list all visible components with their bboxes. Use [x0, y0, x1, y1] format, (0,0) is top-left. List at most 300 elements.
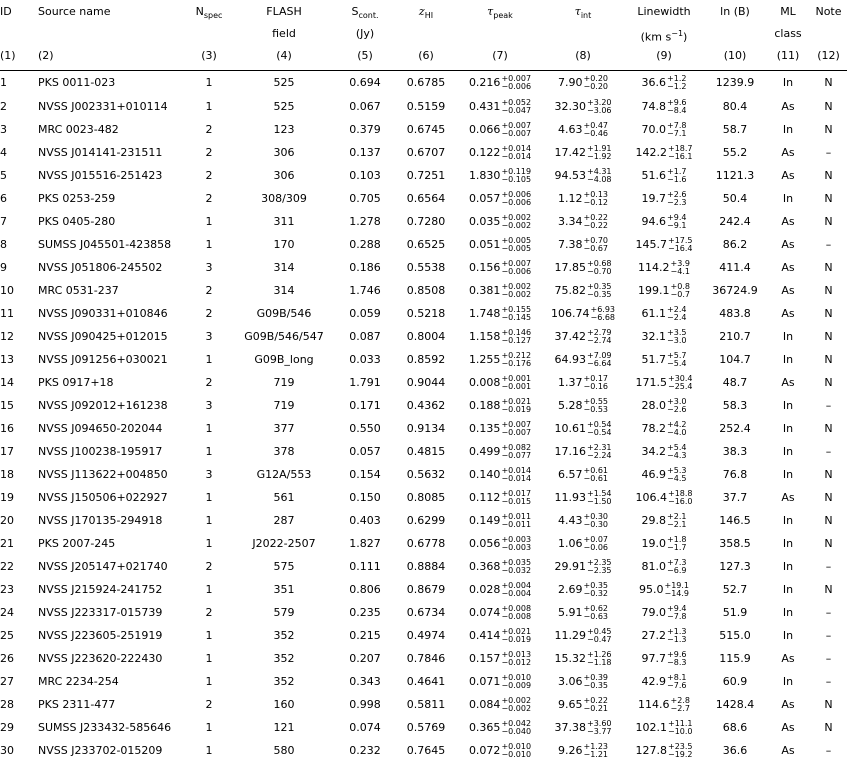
lower-error: −19.2	[668, 751, 693, 759]
lower-error: −7.8	[667, 613, 686, 621]
cell-scont: 0.379	[336, 118, 394, 141]
value: 3.34	[558, 215, 583, 228]
upper-error: +7.8	[667, 122, 686, 130]
cell-zhi: 0.8085	[394, 486, 458, 509]
upper-error: +3.20	[587, 99, 612, 107]
cell-id: 29	[0, 716, 38, 739]
uncertainty	[590, 306, 615, 322]
value: 1.255	[469, 353, 501, 366]
lower-error: −4.0	[667, 429, 686, 437]
cell-ml-class: As	[766, 164, 810, 187]
cell-lnb: 104.7	[704, 348, 766, 371]
value: 0.028	[469, 583, 501, 596]
lower-error: −0.077	[501, 452, 531, 460]
col-linewidth-header-2: (km $s^{-1}$)	[624, 28, 704, 48]
cell-zhi: 0.6707	[394, 141, 458, 164]
cell-source-name: NVSS J223605-251919	[38, 624, 186, 647]
upper-error: +0.61	[583, 467, 608, 475]
cell-nspec: 3	[186, 325, 232, 348]
cell-lnb: 483.8	[704, 302, 766, 325]
table-row	[0, 578, 847, 601]
value: 4.43	[558, 514, 583, 527]
cell-linewidth	[624, 486, 704, 509]
cell-flash-field: 561	[232, 486, 336, 509]
lower-error: −0.12	[583, 199, 608, 207]
cell-id: 16	[0, 417, 38, 440]
cell-id: 4	[0, 141, 38, 164]
cell-scont: 0.806	[336, 578, 394, 601]
lower-error: −1.92	[587, 153, 612, 161]
col-num-7: (7)	[458, 48, 542, 71]
upper-error: +2.4	[667, 306, 686, 314]
uncertainty	[587, 145, 612, 161]
cell-scont: 0.087	[336, 325, 394, 348]
cell-linewidth	[624, 716, 704, 739]
cell-lnb: 76.8	[704, 463, 766, 486]
cell-flash-field: 575	[232, 555, 336, 578]
uncertainty	[583, 605, 608, 621]
uncertainty	[583, 398, 608, 414]
cell-lnb: 252.4	[704, 417, 766, 440]
uncertainty	[501, 513, 531, 529]
value: 1.158	[469, 330, 501, 343]
cell-ml-class: As	[766, 371, 810, 394]
upper-error: +7.09	[587, 352, 612, 360]
cell-source-name: NVSS J092012+161238	[38, 394, 186, 417]
cell-zhi: 0.7251	[394, 164, 458, 187]
cell-note: N	[810, 348, 847, 371]
upper-error: +17.5	[668, 237, 693, 245]
lower-error: −1.21	[583, 751, 608, 759]
uncertainty	[501, 651, 531, 667]
cell-note: N	[810, 693, 847, 716]
cell-nspec: 1	[186, 739, 232, 762]
value: 0.157	[469, 652, 501, 665]
cell-flash-field: G09B_long	[232, 348, 336, 371]
upper-error: +0.014	[501, 467, 531, 475]
cell-taupeak	[458, 187, 542, 210]
lower-error: −0.014	[501, 153, 531, 161]
upper-error: +0.119	[501, 168, 531, 176]
value: 36.6	[642, 76, 667, 89]
value: 0.140	[469, 468, 501, 481]
upper-error: +1.91	[587, 145, 612, 153]
cell-ml-class: In	[766, 417, 810, 440]
cell-source-name: MRC 2234-254	[38, 670, 186, 693]
cell-source-name: NVSS J091256+030021	[38, 348, 186, 371]
cell-zhi: 0.8679	[394, 578, 458, 601]
cell-zhi: 0.5769	[394, 716, 458, 739]
table-row	[0, 693, 847, 716]
cell-flash-field: G09B/546	[232, 302, 336, 325]
cell-id: 7	[0, 210, 38, 233]
uncertainty	[667, 628, 686, 644]
uncertainty	[667, 605, 686, 621]
uncertainty	[671, 260, 690, 276]
cell-linewidth	[624, 164, 704, 187]
uncertainty	[583, 237, 608, 253]
upper-error: +0.003	[501, 536, 531, 544]
uncertainty	[501, 329, 531, 345]
cell-nspec: 1	[186, 417, 232, 440]
value: 0.381	[469, 284, 501, 297]
cell-tauint	[542, 302, 624, 325]
col-source-header: Source name	[38, 3, 186, 28]
uncertainty	[587, 260, 612, 276]
lower-error: −0.47	[587, 636, 612, 644]
uncertainty	[583, 75, 608, 91]
upper-error: +0.007	[501, 421, 531, 429]
upper-error: +0.002	[501, 697, 531, 705]
cell-source-name: NVSS J090331+010846	[38, 302, 186, 325]
upper-error: +1.23	[583, 743, 608, 751]
cell-lnb: 1428.4	[704, 693, 766, 716]
value: 74.8	[642, 100, 667, 113]
cell-ml-class: In	[766, 325, 810, 348]
uncertainty	[501, 306, 531, 322]
table-row	[0, 486, 847, 509]
cell-ml-class: In	[766, 670, 810, 693]
cell-tauint	[542, 141, 624, 164]
cell-tauint	[542, 95, 624, 118]
cell-lnb: 115.9	[704, 647, 766, 670]
value: 6.57	[558, 468, 583, 481]
value: 29.91	[554, 560, 586, 573]
cell-linewidth	[624, 670, 704, 693]
cell-id: 14	[0, 371, 38, 394]
cell-tauint	[542, 555, 624, 578]
cell-source-name: PKS 0011-023	[38, 71, 186, 96]
cell-linewidth	[624, 141, 704, 164]
lower-error: −0.20	[583, 83, 608, 91]
table-row	[0, 371, 847, 394]
cell-zhi: 0.6778	[394, 532, 458, 555]
upper-error: +5.7	[667, 352, 686, 360]
col-linewidth-header: Linewidth	[624, 3, 704, 28]
upper-error: +9.4	[667, 214, 686, 222]
uncertainty	[667, 559, 686, 575]
value: 0.051	[469, 238, 501, 251]
cell-scont: 0.111	[336, 555, 394, 578]
lower-error: −0.009	[501, 682, 531, 690]
cell-nspec: 2	[186, 555, 232, 578]
cell-tauint	[542, 233, 624, 256]
cell-tauint	[542, 486, 624, 509]
cell-source-name: NVSS J015516-251423	[38, 164, 186, 187]
uncertainty	[668, 145, 693, 161]
cell-ml-class: In	[766, 348, 810, 371]
cell-note: N	[810, 210, 847, 233]
cell-taupeak	[458, 164, 542, 187]
cell-taupeak	[458, 394, 542, 417]
upper-error: +18.8	[668, 490, 693, 498]
uncertainty	[667, 398, 686, 414]
cell-nspec: 2	[186, 601, 232, 624]
cell-nspec: 1	[186, 440, 232, 463]
cell-source-name: NVSS J113622+004850	[38, 463, 186, 486]
cell-taupeak	[458, 624, 542, 647]
value: 114.2	[638, 261, 670, 274]
cell-tauint	[542, 394, 624, 417]
cell-flash-field: 352	[232, 624, 336, 647]
cell-nspec: 2	[186, 164, 232, 187]
lower-error: −0.16	[583, 383, 608, 391]
cell-note: N	[810, 164, 847, 187]
cell-taupeak	[458, 486, 542, 509]
cell-source-name: NVSS J051806-245502	[38, 256, 186, 279]
value: 127.8	[635, 744, 667, 757]
value: 7.90	[558, 76, 583, 89]
uncertainty	[668, 490, 693, 506]
lower-error: −0.019	[501, 406, 531, 414]
cell-tauint	[542, 71, 624, 96]
upper-error: +0.212	[501, 352, 531, 360]
uncertainty	[668, 743, 693, 759]
uncertainty	[501, 697, 531, 713]
table-row	[0, 302, 847, 325]
cell-scont: 0.059	[336, 302, 394, 325]
lower-error: −0.003	[501, 544, 531, 552]
cell-source-name: MRC 0023-482	[38, 118, 186, 141]
value: 15.32	[554, 652, 586, 665]
cell-linewidth	[624, 440, 704, 463]
cell-note: N	[810, 417, 847, 440]
cell-scont: 0.150	[336, 486, 394, 509]
cell-id: 10	[0, 279, 38, 302]
table-row	[0, 256, 847, 279]
cell-ml-class: As	[766, 95, 810, 118]
uncertainty	[583, 697, 608, 713]
lower-error: −2.3	[667, 199, 686, 207]
cell-flash-field: 314	[232, 279, 336, 302]
cell-ml-class: As	[766, 647, 810, 670]
cell-flash-field: 314	[232, 256, 336, 279]
cell-ml-class: In	[766, 463, 810, 486]
cell-note: N	[810, 486, 847, 509]
cell-flash-field: G12A/553	[232, 463, 336, 486]
value: 46.9	[642, 468, 667, 481]
cell-scont: 0.694	[336, 71, 394, 96]
cell-scont: 0.207	[336, 647, 394, 670]
cell-nspec: 1	[186, 578, 232, 601]
value: 0.008	[469, 376, 501, 389]
cell-flash-field: 377	[232, 417, 336, 440]
col-taupeak-header: $\tau_{peak}$	[458, 3, 542, 28]
table-body	[0, 71, 847, 762]
cell-taupeak	[458, 555, 542, 578]
cell-tauint	[542, 279, 624, 302]
uncertainty	[501, 122, 531, 138]
uncertainty	[587, 559, 612, 575]
cell-linewidth	[624, 463, 704, 486]
uncertainty	[667, 168, 686, 184]
value: 0.071	[469, 675, 501, 688]
cell-flash-field: 719	[232, 371, 336, 394]
cell-source-name: MRC 0531-237	[38, 279, 186, 302]
cell-taupeak	[458, 348, 542, 371]
cell-id: 18	[0, 463, 38, 486]
value: 142.2	[635, 146, 667, 159]
table-row	[0, 647, 847, 670]
cell-source-name: NVSS J090425+012015	[38, 325, 186, 348]
table-row	[0, 164, 847, 187]
cell-id: 11	[0, 302, 38, 325]
cell-ml-class: As	[766, 279, 810, 302]
data-table	[0, 3, 847, 762]
cell-linewidth	[624, 371, 704, 394]
cell-scont: 0.705	[336, 187, 394, 210]
col-nspec-header-2	[186, 28, 232, 48]
lower-error: −0.008	[501, 613, 531, 621]
cell-lnb: 52.7	[704, 578, 766, 601]
uncertainty	[583, 536, 608, 552]
cell-id: 9	[0, 256, 38, 279]
uncertainty	[587, 651, 612, 667]
upper-error: +2.1	[667, 513, 686, 521]
table-row	[0, 463, 847, 486]
value: 10.61	[554, 422, 586, 435]
table-row	[0, 555, 847, 578]
cell-nspec: 2	[186, 141, 232, 164]
upper-error: +8.1	[667, 674, 686, 682]
cell-zhi: 0.8508	[394, 279, 458, 302]
cell-lnb: 358.5	[704, 532, 766, 555]
cell-flash-field: 308/309	[232, 187, 336, 210]
upper-error: +7.3	[667, 559, 686, 567]
cell-zhi: 0.9134	[394, 417, 458, 440]
upper-error: +0.017	[501, 490, 531, 498]
value: 7.38	[558, 238, 583, 251]
cell-flash-field: 580	[232, 739, 336, 762]
value: 32.1	[642, 330, 667, 343]
upper-error: +0.005	[501, 237, 531, 245]
upper-error: +0.001	[501, 375, 531, 383]
cell-id: 5	[0, 164, 38, 187]
uncertainty	[671, 697, 690, 713]
lower-error: −16.0	[668, 498, 693, 506]
table-row	[0, 210, 847, 233]
upper-error: +0.155	[501, 306, 531, 314]
cell-source-name: NVSS J205147+021740	[38, 555, 186, 578]
cell-zhi: 0.5159	[394, 95, 458, 118]
upper-error: +2.8	[671, 697, 690, 705]
cell-source-name: SUMSS J045501-423858	[38, 233, 186, 256]
uncertainty	[501, 75, 531, 91]
cell-note: N	[810, 532, 847, 555]
cell-id: 26	[0, 647, 38, 670]
cell-source-name: NVSS J233702-015209	[38, 739, 186, 762]
upper-error: +1.26	[587, 651, 612, 659]
cell-nspec: 1	[186, 95, 232, 118]
upper-error: +2.6	[667, 191, 686, 199]
uncertainty	[671, 283, 690, 299]
cell-nspec: 3	[186, 256, 232, 279]
cell-id: 3	[0, 118, 38, 141]
value: 1.748	[469, 307, 501, 320]
value: 106.4	[635, 491, 667, 504]
uncertainty	[667, 467, 686, 483]
lower-error: −4.3	[667, 452, 686, 460]
lower-error: −0.015	[501, 498, 531, 506]
cell-scont: 0.550	[336, 417, 394, 440]
cell-id: 25	[0, 624, 38, 647]
cell-lnb: 58.7	[704, 118, 766, 141]
cell-zhi: 0.4974	[394, 624, 458, 647]
lower-error: −3.0	[667, 337, 686, 345]
col-scont-header: $S_{cont.}$	[336, 3, 394, 28]
lower-error: −8.4	[667, 107, 686, 115]
value: 37.38	[554, 721, 586, 734]
cell-note: N	[810, 71, 847, 96]
lower-error: −0.105	[501, 176, 531, 184]
lower-error: −2.24	[587, 452, 612, 460]
cell-source-name: NVSS J094650-202044	[38, 417, 186, 440]
upper-error: +0.052	[501, 99, 531, 107]
upper-error: +1.54	[587, 490, 612, 498]
cell-zhi: 0.6299	[394, 509, 458, 532]
uncertainty	[583, 674, 608, 690]
cell-zhi: 0.5811	[394, 693, 458, 716]
value: 199.1	[638, 284, 670, 297]
table-row	[0, 417, 847, 440]
value: 0.499	[469, 445, 501, 458]
uncertainty	[501, 214, 531, 230]
value: 0.188	[469, 399, 501, 412]
col-num-9: (9)	[624, 48, 704, 71]
cell-tauint	[542, 509, 624, 532]
cell-tauint	[542, 578, 624, 601]
cell-scont: 0.343	[336, 670, 394, 693]
value: 32.30	[554, 100, 586, 113]
cell-nspec: 1	[186, 532, 232, 555]
col-flash-header: FLASH	[232, 3, 336, 28]
cell-nspec: 1	[186, 71, 232, 96]
cell-tauint	[542, 532, 624, 555]
uncertainty	[667, 444, 686, 460]
value: 17.85	[554, 261, 586, 274]
cell-note: N	[810, 95, 847, 118]
upper-error: +0.042	[501, 720, 531, 728]
upper-error: +0.22	[583, 697, 608, 705]
value: 2.69	[558, 583, 583, 596]
cell-tauint	[542, 348, 624, 371]
uncertainty	[668, 375, 693, 391]
value: 4.63	[558, 123, 583, 136]
lower-error: −6.64	[587, 360, 612, 368]
cell-linewidth	[624, 693, 704, 716]
lower-error: −0.53	[583, 406, 608, 414]
cell-nspec: 3	[186, 394, 232, 417]
col-scont-header-2: (Jy)	[336, 28, 394, 48]
uncertainty	[667, 329, 686, 345]
uncertainty	[664, 582, 689, 598]
uncertainty	[667, 99, 686, 115]
upper-error: +0.013	[501, 651, 531, 659]
cell-taupeak	[458, 509, 542, 532]
value: 11.93	[554, 491, 586, 504]
lower-error: −0.61	[583, 475, 608, 483]
cell-source-name: NVSS J223620-222430	[38, 647, 186, 670]
cell-id: 27	[0, 670, 38, 693]
cell-id: 6	[0, 187, 38, 210]
table-row	[0, 348, 847, 371]
value: 1.830	[469, 169, 501, 182]
cell-scont: 0.403	[336, 509, 394, 532]
table-row	[0, 233, 847, 256]
cell-tauint	[542, 256, 624, 279]
upper-error: +0.13	[583, 191, 608, 199]
cell-scont: 0.067	[336, 95, 394, 118]
